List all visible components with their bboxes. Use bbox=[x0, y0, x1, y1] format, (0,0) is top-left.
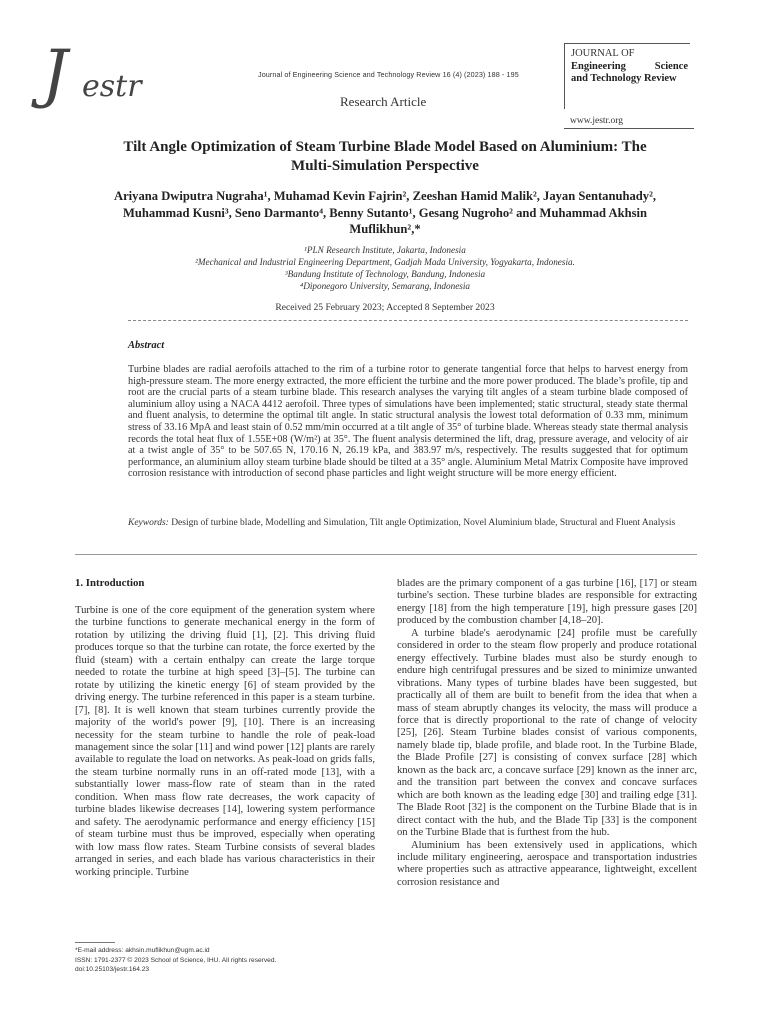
issn-line: ISSN: 1791-2377 © 2023 School of Science, IHU. All rights reserved. bbox=[75, 956, 277, 964]
section-heading-introduction: 1. Introduction bbox=[75, 577, 145, 589]
journal-science-label: Science bbox=[654, 61, 688, 72]
corresponding-email: *E-mail address: akhsin.muflikhun@ugm.ac.id bbox=[75, 947, 210, 954]
logo-letter: J bbox=[42, 37, 68, 111]
journal-of-label: JOURNAL OF bbox=[571, 48, 635, 59]
journal-citation: Journal of Engineering Science and Technology Review 16 (4) (2023) 188 - 195 bbox=[258, 70, 519, 79]
affiliations bbox=[110, 244, 660, 292]
intro-paragraph-2: blades are the primary component of a gas turbine [16], [17] or steam turbine's section. These turbine blades are responsible for extracting energy [18] from the high temperature [19], high pressure gases [20] produced by the combustion chamber [4,18–20]. bbox=[397, 578, 697, 627]
header-divider bbox=[564, 128, 694, 129]
intro-paragraph-4: Aluminium has been extensively used in applications, which include military engineering, aerospace and transportation industries where properties such as attractive appearance, lightweight, excellent corrosion resistance and bbox=[397, 839, 697, 888]
received-dates: Received 25 February 2023; Accepted 8 September 2023 bbox=[275, 302, 495, 313]
journal-tech-review-label: and Technology Review bbox=[571, 73, 677, 84]
footnote bbox=[75, 946, 276, 975]
intro-paragraph-1: Turbine is one of the core equipment of the generation system where the turbine functions to generate mechanical energy in the form of rotation by utilizing the driving fluid [1], [2]. This driving fluid produces torque so that the turbine can rotate, the force exerted by the fluid (steam) with a certain enthalpy can create the large torque needed to rotate the turbine at high speed [3]–[5]. The turbine can rotate by utilizing the kinetic energy [6] of steam provided by the driving energy. The turbine referenced in this paper is a steam turbine. [7], [8]. It is well known that steam turbines currently provide the majority of the world's power [9], [10]. There is an increasing necessity for the steam turbine to handle the role of peak-load management since the solar [11] and wind power [12] plants are rarely available to regulate the load on networks. As peak-load on grids falls, the steam turbine normally runs in an off-rated mode [13], with a substantially lower mass-flow rate of steam than in the rated condition. When mass flow rate decreases, the work capacity of turbine blades likewise decreases [14], lowering system performance and safety. The aerodynamic performance and energy efficiency [15] of steam turbine must thus be improved, especially when operating with low mass flow rates. Steam Turbine consists of several blades arranged in series, and each blade has various characteristics in their working principle. Turbine bbox=[75, 605, 375, 878]
affiliation-2: ²Mechanical and Industrial Engineering Department, Gadjah Mada University, Yogyakarta, Indonesia. bbox=[195, 257, 575, 267]
affiliation-4: ⁴Diponegoro University, Semarang, Indonesia bbox=[300, 281, 470, 291]
keywords-list: Design of turbine blade, Modelling and Simulation, Tilt angle Optimization, Novel Aluminium blade, Structural and Fluent Analysis bbox=[171, 518, 676, 528]
abstract-heading: Abstract bbox=[128, 340, 165, 351]
keywords-label: Keywords: bbox=[128, 518, 169, 528]
article-type: Research Article bbox=[340, 94, 427, 109]
journal-logo bbox=[38, 37, 238, 116]
right-column bbox=[397, 578, 697, 889]
journal-name-box bbox=[564, 43, 690, 109]
author-list: Ariyana Dwiputra Nugraha¹, Muhamad Kevin Fajrin², Zeeshan Hamid Malik², Jayan Sentanuhady², Muhammad Kusni³, Seno Darmanto⁴, Benny Sutanto¹, Gesang Nugroho² and Muhammad Akhsin Muflikhun²,* bbox=[113, 189, 656, 236]
paper-title: Tilt Angle Optimization of Steam Turbine Blade Model Based on Aluminium: The Multi-Simulation Perspective bbox=[123, 139, 647, 174]
abstract-text: Turbine blades are radial aerofoils attached to the rim of a turbine rotor to generate tangential force that helps to harvest energy from high-pressure steam. The more energy extracted, the more efficient the turbine and the more power produced. The blade’s profile, tip and root are the crucial parts of a steam turbine blade. This research analyses the varying tilt angles of a steam turbine blade composed of aluminium alloy using a NACA 4412 aerofoil. Three types of simulations have been implemented; static structural, steady state thermal and fluent analysis, to determine the optimal tilt angle. In static structural analysis the lowest total deformation of 0.33 mm, minimum stress of 33.16 MpA and least stain of 0.52 mm/min occurred at a tilt angle of 35° of turbine blade. Whereas steady state thermal analysis records the total heat flux of 1.55E+08 (W/m²) at 35°. The fluent analysis determined the lift, drag, pressure average, and velocity of air at a twist angle of 35° to be 507.65 N, 170.16 N, 26.19 kPa, and 383.97 m/s, respectively. The results suggested that for optimum performance, an aluminium alloy steam turbine blade should be tilted at a 35° angle. Aluminium Metal Matrix Composite have improved corrosion resistance with introduction of second phase particles and light weight structure will be more energy efficient. bbox=[128, 364, 689, 480]
logo-text: estr bbox=[82, 69, 142, 104]
intro-paragraph-3: A turbine blade's aerodynamic [24] profile must be carefully considered in order to the steam flow properly and produce rotational energy effectively. Turbine blades must also be sturdy enough to endure high centrifugal pressures and be sized to minimize unwanted vibrations. Many types of turbine blades have been suggested, but practically all of them are built to benefit from the idea that when a mass of steam abruptly changes its velocity, the mass will produce a force that is directly proportional to the rate of change of velocity [25], [26]. Steam Turbine blades consist of various components, namely blade tip, blade profile, and blade root. In the Turbine Blade, the Blade Profile [27] is consisting of convex surface [28] which known as the back arc, a concave surface [29] known as the inner arc, and the transition part between the convex and concave surfaces which are both known as the leading edge [30] and trailing edge [31]. The Blade Root [32] is the component on the Turbine Blade that is in direct contact with the hub, and the Blade Tip [33] is the component on the Turbine Blade that is furthest from the hub. bbox=[397, 627, 697, 839]
abstract-bottom-divider bbox=[75, 554, 697, 555]
keywords bbox=[128, 518, 688, 530]
affiliation-1: ¹PLN Research Institute, Jakarta, Indonesia bbox=[304, 245, 466, 255]
doi-line: doi:10.25103/jestr.164.23 bbox=[75, 966, 150, 973]
footnote-divider bbox=[75, 942, 115, 943]
affiliation-3: ³Bandung Institute of Technology, Bandung, Indonesia bbox=[284, 269, 486, 279]
journal-website-link[interactable]: www.jestr.org bbox=[570, 116, 624, 126]
abstract-top-divider bbox=[128, 320, 688, 321]
journal-engineering-label: Engineering bbox=[571, 61, 626, 72]
left-column bbox=[75, 605, 375, 879]
